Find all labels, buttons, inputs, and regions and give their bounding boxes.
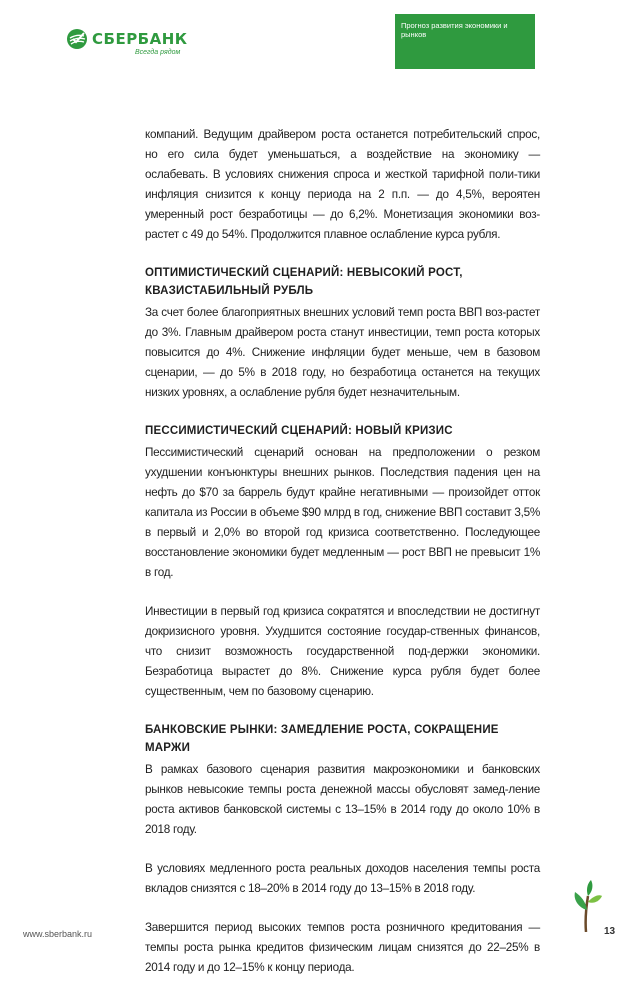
body-paragraph: компаний. Ведущим драйвером роста останется потребительский спрос, но его сила будет уменьшаться, а воздействие на экономику — ослабевать. В условиях снижения спроса и жесткой тарифной поли-тики инфляция снизится к концу периода на 2 п.п. — до 4,5%, вероятен умеренный рост безработицы — до 6,2%. Монетизация экономики воз-растет с 49 до 54%. Продолжится плавное ослабление курса рубля. [145,128,540,241]
page-number: 13 [604,926,616,937]
logo-name: СБЕРБАНК [92,30,188,48]
sberbank-logo [66,28,196,64]
sberbank-logo-icon [66,28,88,50]
report-section-tag: Прогноз развития экономики и рынков [395,14,535,69]
logo-tagline: Всегда рядом [135,49,181,56]
body-paragraph: За счет более благоприятных внешних условий темп роста ВВП воз-растет до 3%. Главным драйвером роста станут инвестиции, темп роста которых повысится до 4%. Снижение инфляции будет меньше, чем в базовом сценарии, — до 5% в 2018 году, но безработица останется на текущих низких уровнях, а ослабление рубля будет незначительным. [145,306,540,399]
section-heading: ПЕССИМИСТИЧЕСКИЙ СЦЕНАРИЙ: НОВЫЙ КРИЗИС [145,425,453,437]
body-paragraph: В рамках базового сценария развития макроэкономики и банковских рынков невысокие темпы роста денежной массы обусловят замед-ление роста активов банковской системы с 13–15% в 2014 году до около 10% в 2018 году. [145,763,540,836]
sprout-icon [569,880,603,932]
website-url[interactable]: www.sberbank.ru [23,929,93,939]
body-paragraph: В условиях медленного роста реальных доходов населения темпы роста вкладов снизятся с 18–20% в 2014 году до 13–15% в 2018 году. [145,862,540,895]
section-heading: БАНКОВСКИЕ РЫНКИ: ЗАМЕДЛЕНИЕ РОСТА, СОКРАЩЕНИЕ МАРЖИ [145,724,499,754]
body-paragraph: Инвестиции в первый год кризиса сократятся и впоследствии не достигнут докризисного уровня. Ухудшится состояние государ-ственных финансов, что снизит возможность государственной под-держки экономики. Безработица вырастет до 8%. Снижение курса рубля будет более существенным, чем по базовому сценарию. [145,605,540,698]
body-paragraph: Пессимистический сценарий основан на предположении о резком ухудшении конъюнктуры внешних рынков. Последствия падения цен на нефть до $70 за баррель будут крайне негативными — произойдет отток капитала из России в объеме $90 млрд в год, снижение ВВП составит 3,5% в первый и 2,0% во второй год кризиса соответственно. Последующее восстановление экономики будет медленным — рост ВВП не превысит 1% в год. [145,446,540,579]
main-content [145,125,540,997]
body-paragraph: Завершится период высоких темпов роста розничного кредитования — темпы роста рынка кредитов физическим лицам снизятся до 22–25% в 2014 году и до 12–15% к концу периода. [145,921,540,974]
section-heading: ОПТИМИСТИЧЕСКИЙ СЦЕНАРИЙ: НЕВЫСОКИЙ РОСТ, КВАЗИСТАБИЛЬНЫЙ РУБЛЬ [145,267,463,297]
